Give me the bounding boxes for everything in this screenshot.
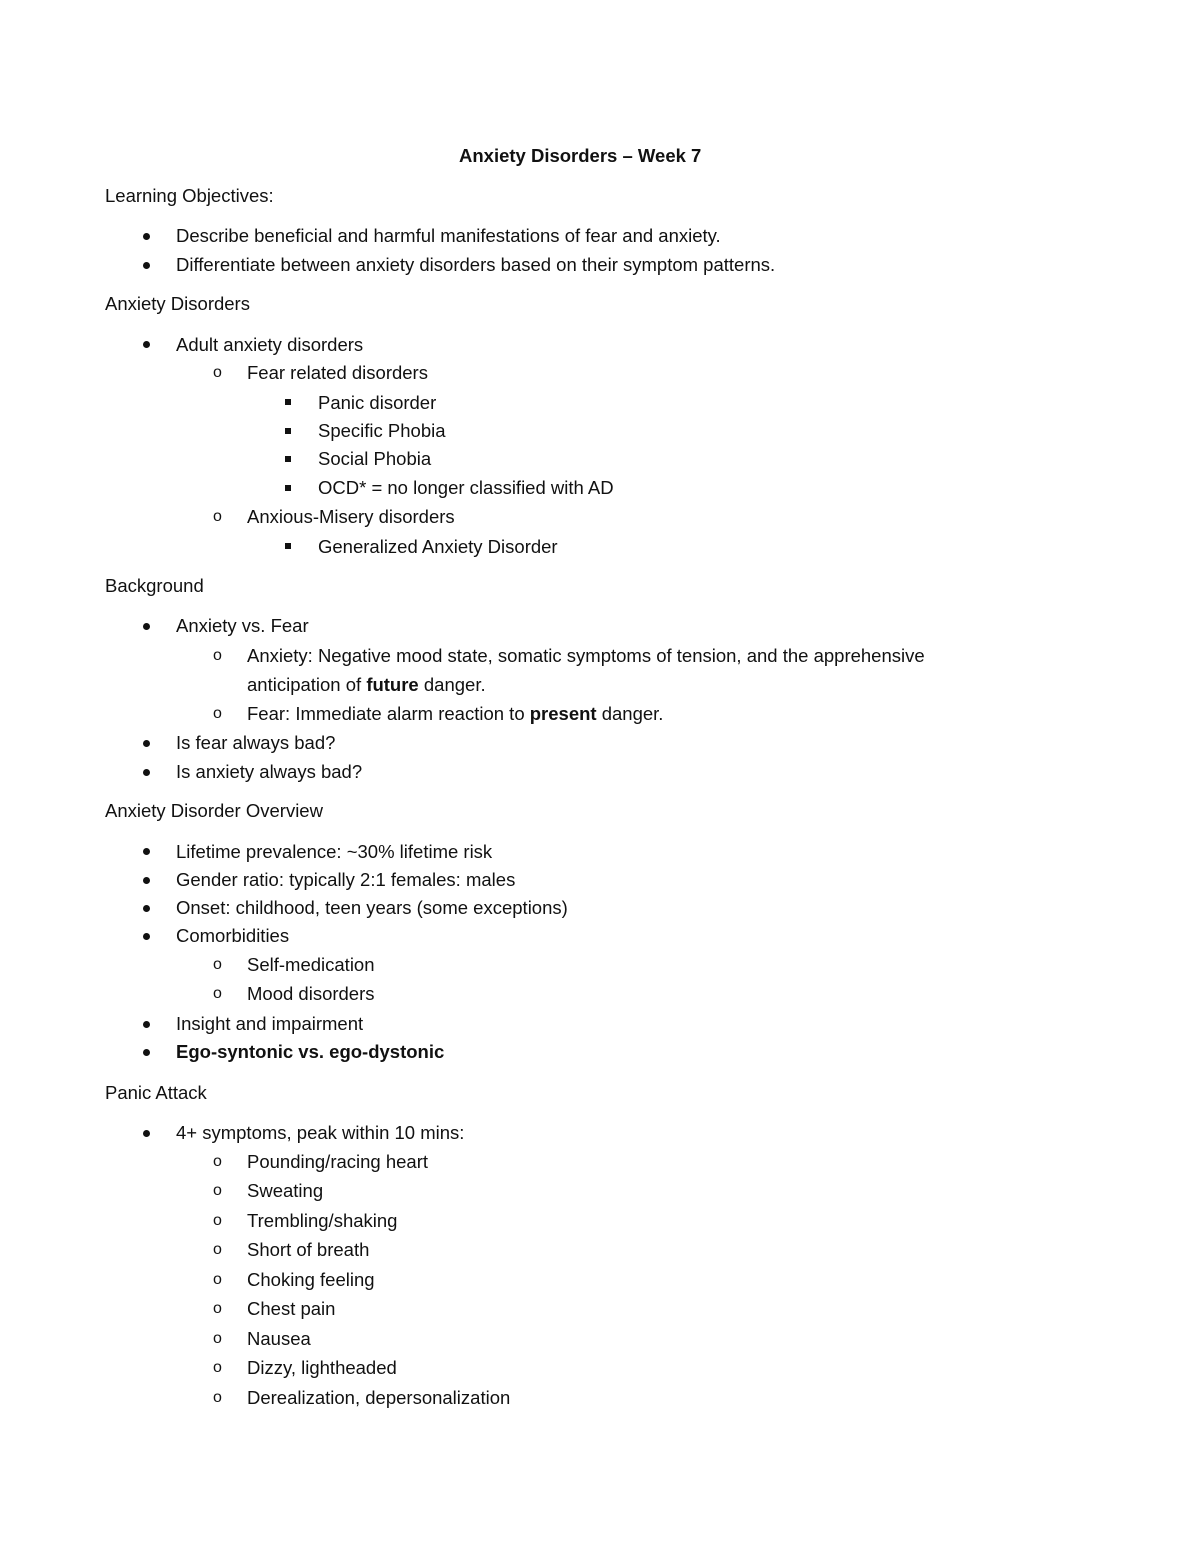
bullet-circle: o <box>213 1300 222 1317</box>
bullet-disc <box>143 769 150 776</box>
bullet-square <box>285 399 291 405</box>
bullet-circle: o <box>213 364 222 381</box>
bullet-disc <box>143 933 150 940</box>
bullet-square <box>285 485 291 491</box>
text-span: anticipation of <box>247 674 367 695</box>
bullet-circle: o <box>213 1182 222 1199</box>
list-item: Mood disorders <box>247 983 375 1004</box>
bullet-square <box>285 456 291 462</box>
section-heading-overview: Anxiety Disorder Overview <box>105 800 323 821</box>
list-item: Lifetime prevalence: ~30% lifetime risk <box>176 841 493 862</box>
bullet-disc <box>143 262 150 269</box>
symptom-item: Sweating <box>247 1180 324 1201</box>
list-item: Anxious-Misery disorders <box>247 506 455 527</box>
list-item-continuation <box>247 674 486 696</box>
bullet-disc <box>143 233 150 240</box>
bullet-circle: o <box>213 1153 222 1170</box>
bullet-circle: o <box>213 508 222 525</box>
list-item: Comorbidities <box>176 925 290 946</box>
bullet-disc <box>143 877 150 884</box>
list-item: Anxiety vs. Fear <box>176 615 309 636</box>
list-item: Specific Phobia <box>318 420 446 441</box>
symptom-item: Nausea <box>247 1328 311 1349</box>
bullet-circle: o <box>213 985 222 1002</box>
bullet-circle: o <box>213 647 222 664</box>
list-item: Self-medication <box>247 954 375 975</box>
bullet-disc <box>143 740 150 747</box>
list-item: 4+ symptoms, peak within 10 mins: <box>176 1122 465 1143</box>
list-item: Panic disorder <box>318 392 437 413</box>
page-title: Anxiety Disorders – Week 7 <box>459 145 702 166</box>
bullet-disc <box>143 1049 150 1056</box>
text-span: Fear: Immediate alarm reaction to <box>247 703 530 724</box>
bullet-circle: o <box>213 956 222 973</box>
symptom-item: Pounding/racing heart <box>247 1151 429 1172</box>
bullet-square <box>285 543 291 549</box>
text-span: danger. <box>418 674 486 695</box>
bullet-circle: o <box>213 1359 222 1376</box>
symptom-item: Choking feeling <box>247 1269 375 1290</box>
symptom-item: Chest pain <box>247 1298 336 1319</box>
bullet-disc <box>143 848 150 855</box>
text-span: danger. <box>596 703 664 724</box>
list-item-bold: Ego-syntonic vs. ego-dystonic <box>176 1041 445 1062</box>
symptom-item: Derealization, depersonalization <box>247 1387 511 1408</box>
list-item: Is anxiety always bad? <box>176 761 363 782</box>
bullet-circle: o <box>213 1241 222 1258</box>
bold-text: future <box>366 674 419 695</box>
symptom-item: Short of breath <box>247 1239 370 1260</box>
list-item: Insight and impairment <box>176 1013 364 1034</box>
bullet-circle: o <box>213 1330 222 1347</box>
bullet-circle: o <box>213 1389 222 1406</box>
list-item: Anxiety: Negative mood state, somatic symptoms of tension, and the apprehensive <box>247 645 925 666</box>
list-item: Onset: childhood, teen years (some exceptions) <box>176 897 568 918</box>
bullet-disc <box>143 623 150 630</box>
list-item: Gender ratio: typically 2:1 females: males <box>176 869 516 890</box>
symptom-item: Trembling/shaking <box>247 1210 398 1231</box>
list-item <box>247 703 663 725</box>
bullet-disc <box>143 1130 150 1137</box>
section-heading-learning-objectives: Learning Objectives: <box>105 185 274 206</box>
bullet-disc <box>143 1021 150 1028</box>
list-item: Generalized Anxiety Disorder <box>318 536 558 557</box>
list-item: OCD* = no longer classified with AD <box>318 477 614 498</box>
bullet-circle: o <box>213 705 222 722</box>
objective-item: Differentiate between anxiety disorders based on their symptom patterns. <box>176 254 776 275</box>
section-heading-background: Background <box>105 575 204 596</box>
list-item: Social Phobia <box>318 448 432 469</box>
bullet-square <box>285 428 291 434</box>
bullet-circle: o <box>213 1212 222 1229</box>
list-item: Is fear always bad? <box>176 732 336 753</box>
bullet-disc <box>143 341 150 348</box>
bold-text: present <box>529 703 597 724</box>
list-item: Fear related disorders <box>247 362 428 383</box>
objective-item: Describe beneficial and harmful manifestations of fear and anxiety. <box>176 225 721 246</box>
section-heading-anxiety-disorders: Anxiety Disorders <box>105 293 250 314</box>
section-heading-panic-attack: Panic Attack <box>105 1082 207 1103</box>
list-item: Adult anxiety disorders <box>176 334 364 355</box>
bullet-disc <box>143 905 150 912</box>
symptom-item: Dizzy, lightheaded <box>247 1357 397 1378</box>
bullet-circle: o <box>213 1271 222 1288</box>
